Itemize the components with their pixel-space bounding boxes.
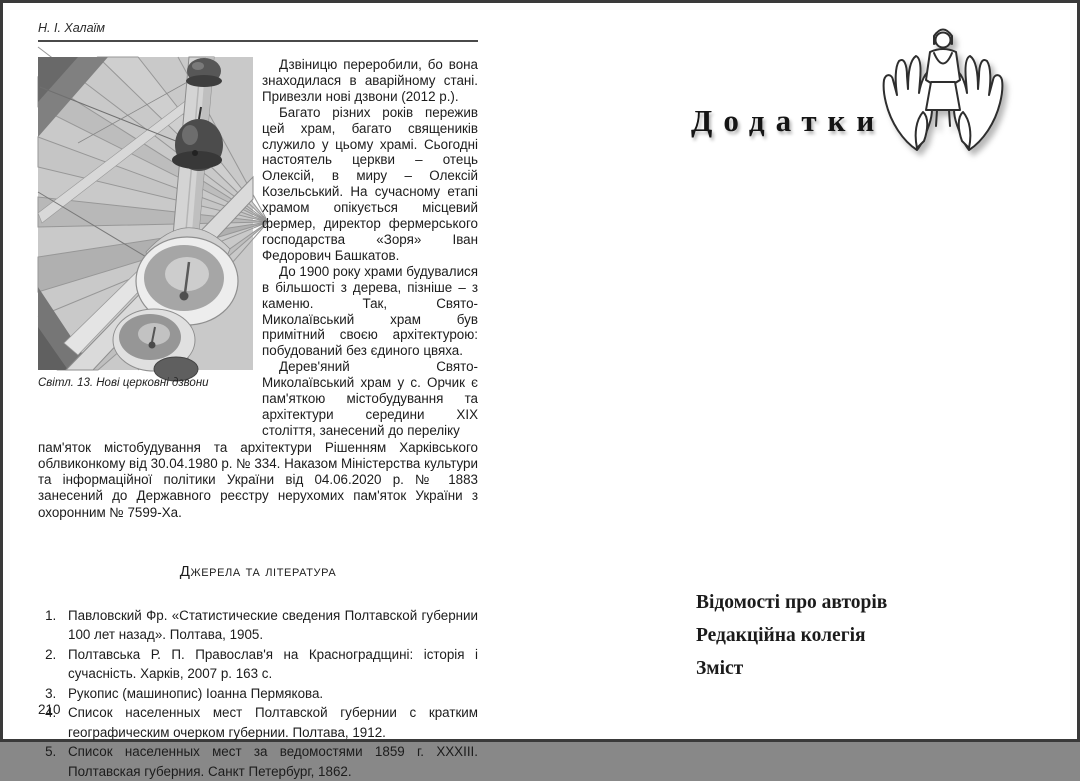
body-paragraph: До 1900 року храми будувалися в більшості з дерева, пізніше – з каменю. Так, Свято-Миколаївський храм був примітний своєю архітектурою: побудований без єдиного цвяха. — [262, 263, 478, 359]
source-item: 1. Павловский Фр. «Статистические сведения Полтавской губернии 100 лет назад». Полтава, 1905. — [60, 606, 478, 645]
page-number: 210 — [38, 702, 61, 717]
sources-list — [38, 606, 478, 781]
body-paragraph: Багато різних років пережив цей храм, багато священиків служило у цьому храмі. Сьогодні настоятель церкви – отець Олексій, в миру – Олексій Козельський. На сучасному етапі храмом опікується місцевий фермер, директор фермерського господарства «Зоря» Іван Федорович Башкатов. — [262, 104, 478, 263]
continuation-paragraph: пам'яток містобудування та архітектури Рішенням Харківського облвиконкому від 30.04.1980 р. № 334. Наказом Міністерства культури та інформаційної політики України від 04.06.2020 р. № 1883 занесений до Державного реєстру нерухомих пам'яток України з охоронним № 7599-Ха. — [38, 439, 478, 520]
source-item: 4. Список населенных мест Полтавской губернии с кратким географическим очерком губернии. Полтава, 1912. — [60, 703, 478, 742]
hands-holding-person-icon — [873, 17, 1013, 152]
body-paragraph: Дзвіницю переробили, бо вона знаходилася в аварійному стані. Привезли нові дзвони (2012 р.). — [262, 57, 478, 104]
appendix-link[interactable]: Редакційна колегія — [696, 625, 866, 646]
source-item: 2. Полтавська Р. П. Православ'я на Красноградщині: історія і сучасність. Харків, 2007 р. 163 с. — [60, 645, 478, 684]
left-page — [38, 21, 478, 781]
two-column-block — [38, 57, 478, 439]
source-item: 5. Список населенных мест за ведомостями 1859 г. XXXIII. Полтавская губерния. Санкт Петербург, 1862. — [60, 742, 478, 781]
running-header: Н. І. Халаїм — [38, 21, 105, 35]
figure-bells — [38, 57, 254, 439]
appendix-link[interactable]: Відомості про авторів — [696, 592, 888, 613]
photo-caption: Світл. 13. Нові церковні дзвони — [38, 377, 209, 389]
appendix-title: Додатки — [691, 103, 886, 138]
body-column — [262, 57, 478, 439]
appendix-link[interactable]: Зміст — [696, 658, 744, 679]
bell-tower-photo — [38, 57, 253, 370]
sources-heading: Джерела та література — [179, 562, 337, 580]
appendix-links — [696, 593, 887, 692]
body-paragraph: Дерев'яний Свято-Миколаївський храм у с. Орчик є пам'яткою містобудування та архітектури середини XIX століття, занесений до переліку — [262, 359, 478, 438]
source-item: 3. Рукопис (машинопис) Іоанна Пермякова. — [60, 684, 478, 704]
header-rule — [38, 40, 478, 42]
